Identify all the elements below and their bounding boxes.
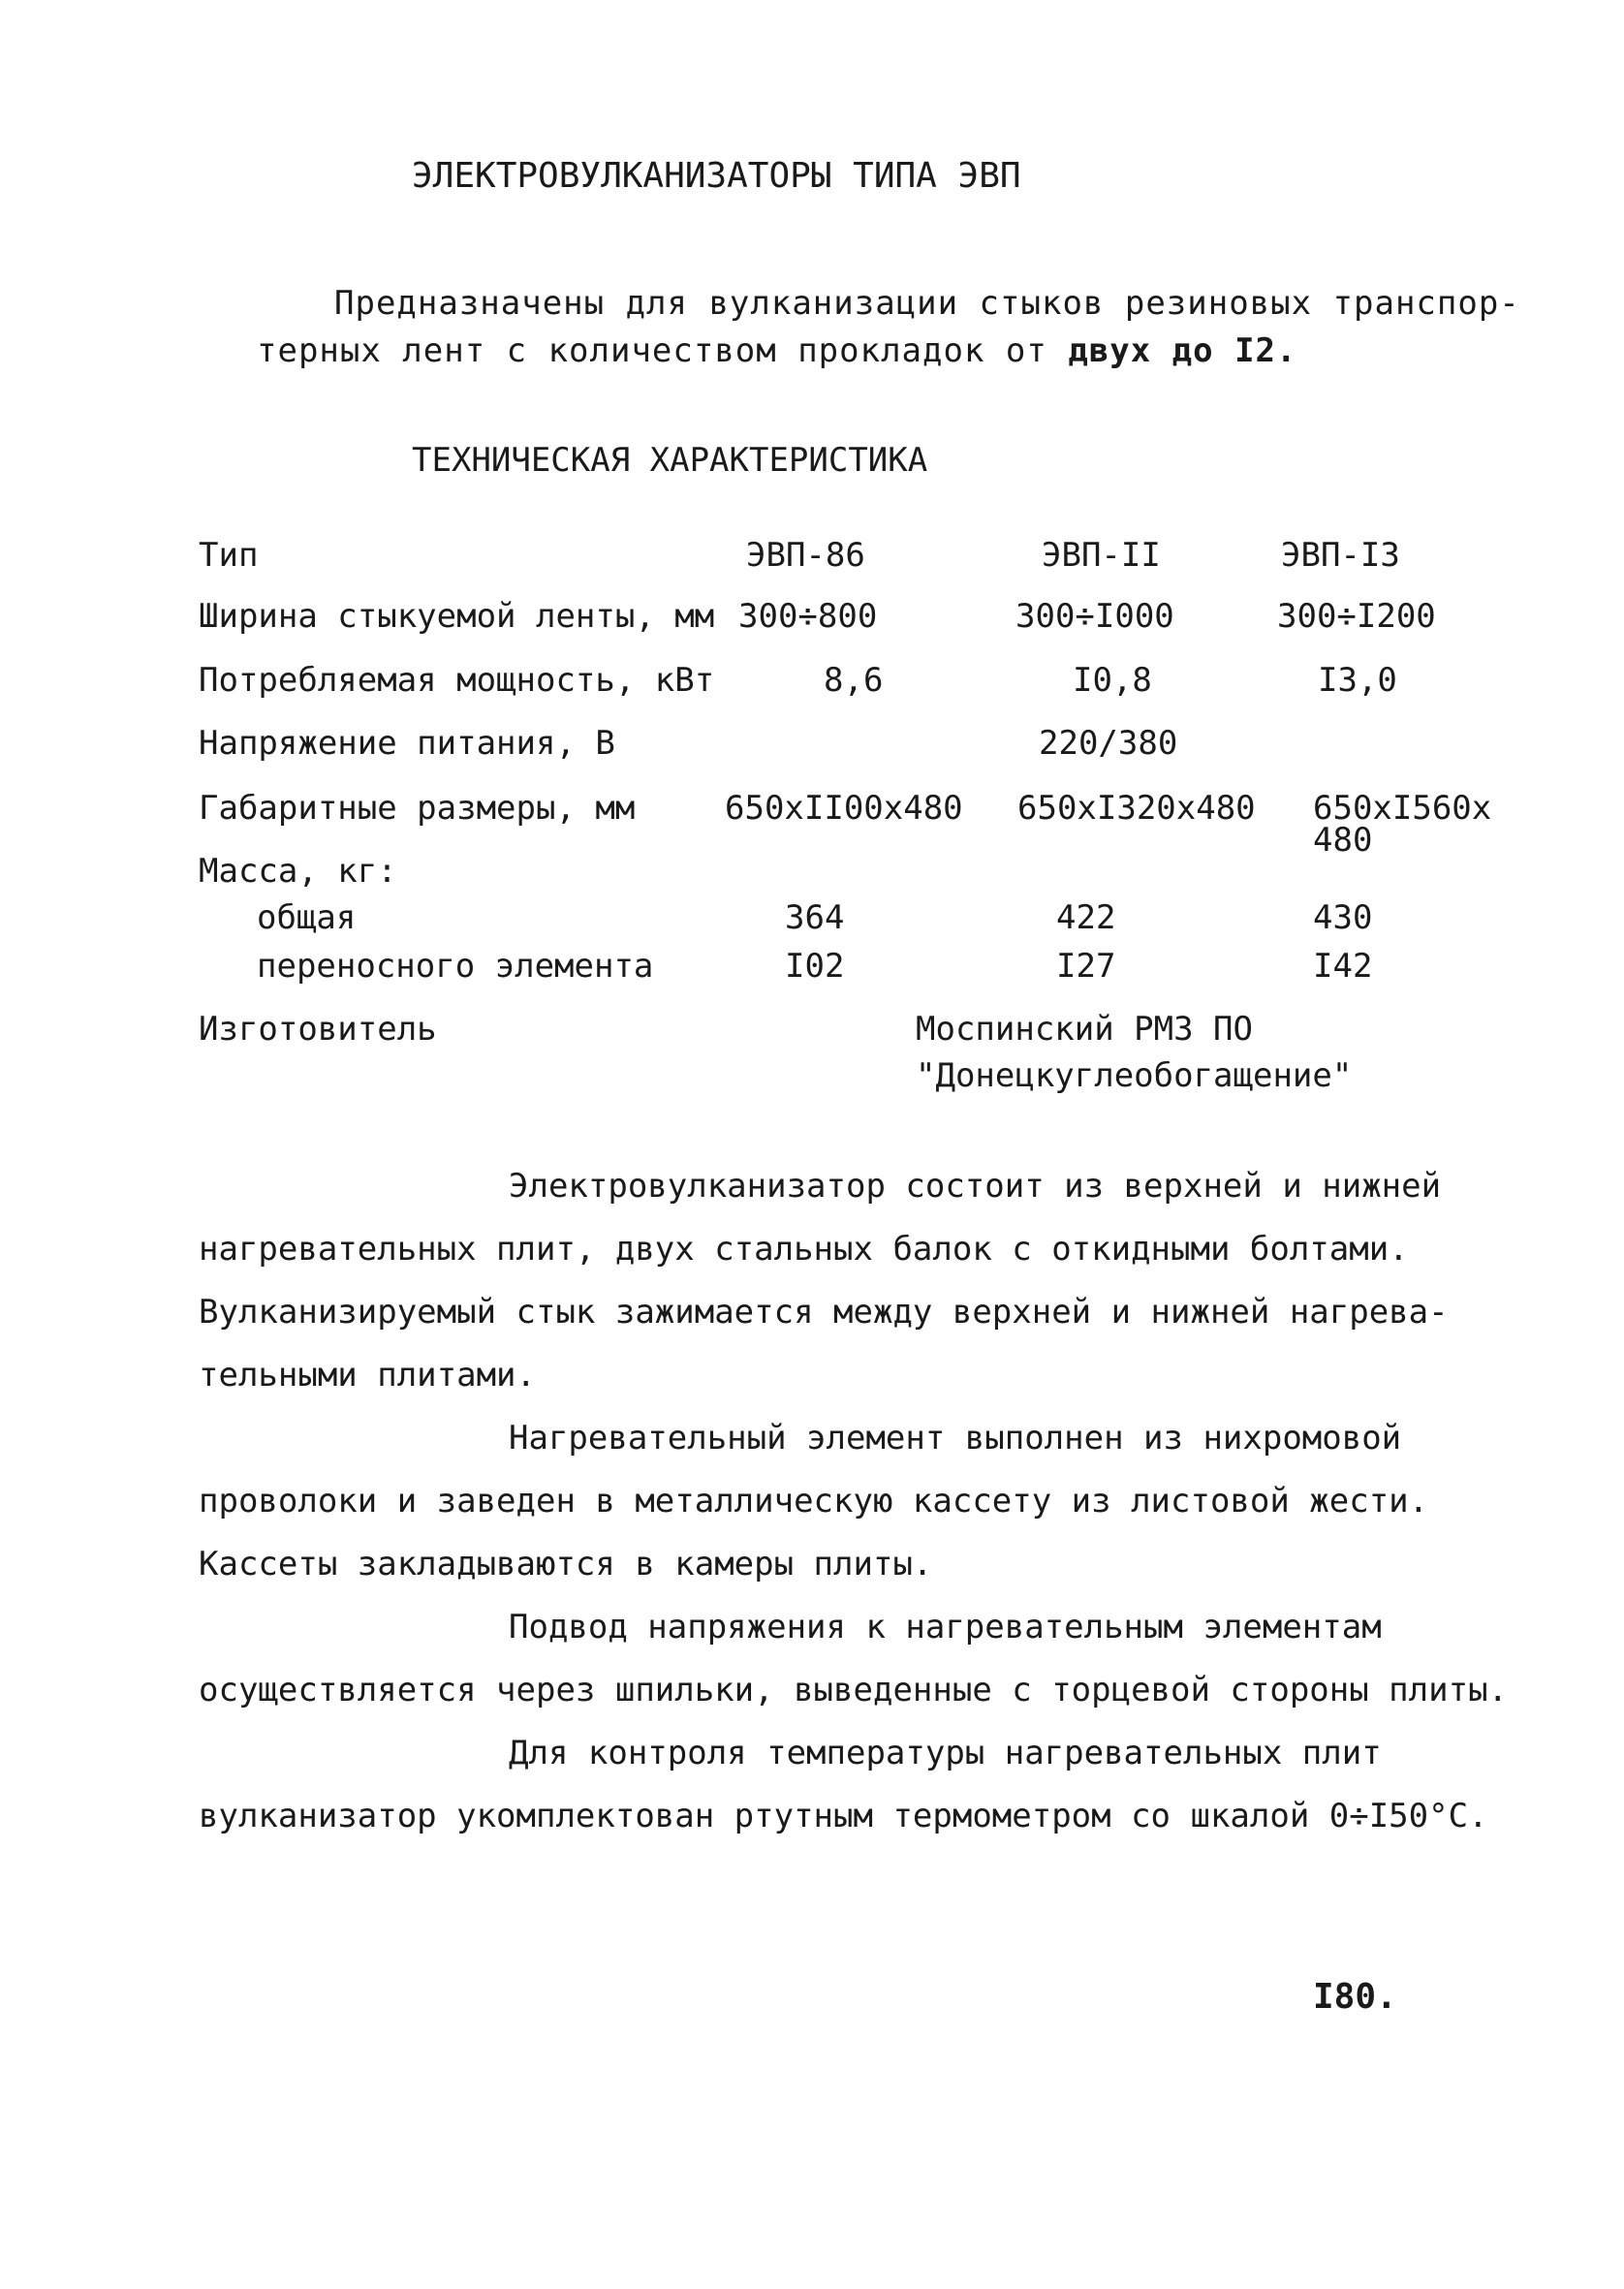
power-value-3: I3,0 — [1318, 661, 1397, 700]
specs-title: ТЕХНИЧЕСКАЯ ХАРАКТЕРИСТИКА — [412, 441, 928, 480]
mass-portable-label: переносного элемента — [257, 947, 654, 986]
width-value-3: 300÷I200 — [1277, 597, 1436, 636]
power-value-1: 8,6 — [824, 661, 884, 700]
dims-value-3: 650xI560x — [1313, 789, 1492, 828]
mass-portable-value-2: I27 — [1056, 947, 1116, 986]
type-label: Тип — [199, 536, 259, 575]
p1-line-3: Вулканизируемый стык зажимается между верхней и нижней нагрева- — [199, 1293, 1449, 1332]
maker-line-1: Моспинский РМЗ ПО — [916, 1010, 1253, 1049]
voltage-label: Напряжение питания, В — [199, 724, 615, 763]
mass-total-value-1: 364 — [785, 898, 845, 937]
p1-line-4: тельными плитами. — [199, 1356, 536, 1395]
page-number: I80. — [1313, 1977, 1397, 2017]
mass-label: Масса, кг: — [199, 852, 397, 891]
p2-line-1: Нагревательный элемент выполнен из нихромовой — [509, 1419, 1402, 1458]
intro-line-1: Предназначены для вулканизации стыков резиновых транспор- — [334, 284, 1520, 323]
power-value-2: I0,8 — [1073, 661, 1152, 700]
maker-line-2: "Донецкуглеобогащение" — [916, 1056, 1353, 1095]
dims-value-2: 650xI320x480 — [1017, 789, 1256, 828]
p3-line-1: Подвод напряжения к нагревательным элементам — [509, 1608, 1382, 1646]
width-value-1: 300÷800 — [738, 597, 878, 636]
intro-line-2-bold: двух до I2. — [1068, 331, 1297, 370]
model-2: ЭВП-II — [1042, 536, 1161, 575]
voltage-value: 220/380 — [1039, 724, 1178, 763]
model-3: ЭВП-I3 — [1281, 536, 1400, 575]
dims-label: Габаритные размеры, мм — [199, 789, 636, 828]
dims-value-3-cont: 480 — [1313, 821, 1373, 860]
mass-total-label: общая — [257, 898, 357, 937]
intro-line-2 — [257, 329, 1297, 372]
mass-portable-value-3: I42 — [1313, 947, 1373, 986]
p2-line-2: проволоки и заведен в металлическую кассету из листовой жести. — [199, 1482, 1429, 1521]
width-value-2: 300÷I000 — [1015, 597, 1174, 636]
p2-line-3: Кассеты закладываются в камеры плиты. — [199, 1545, 933, 1583]
intro-line-2-text: терных лент с количеством прокладок от — [257, 331, 1069, 370]
p4-line-1: Для контроля температуры нагревательных плит — [509, 1734, 1382, 1772]
width-label: Ширина стыкуемой ленты, мм — [199, 597, 715, 636]
p3-line-2: осуществляется через шпильки, выведенные с торцевой стороны плиты. — [199, 1671, 1509, 1709]
mass-total-value-2: 422 — [1056, 898, 1116, 937]
p4-line-2: вулканизатор укомплектован ртутным термометром со шкалой 0÷I50°С. — [199, 1797, 1488, 1835]
model-1: ЭВП-86 — [746, 536, 865, 575]
mass-portable-value-1: I02 — [785, 947, 845, 986]
dims-value-1: 650xII00x480 — [725, 789, 963, 828]
mass-total-value-3: 430 — [1313, 898, 1373, 937]
p1-line-2: нагревательных плит, двух стальных балок с откидными болтами. — [199, 1230, 1409, 1269]
document-title: ЭЛЕКТРОВУЛКАНИЗАТОРЫ ТИПА ЭВП — [412, 156, 1021, 196]
maker-label: Изготовитель — [199, 1010, 437, 1049]
p1-line-1: Электровулканизатор состоит из верхней и нижней — [509, 1167, 1442, 1206]
power-label: Потребляемая мощность, кВт — [199, 661, 715, 700]
